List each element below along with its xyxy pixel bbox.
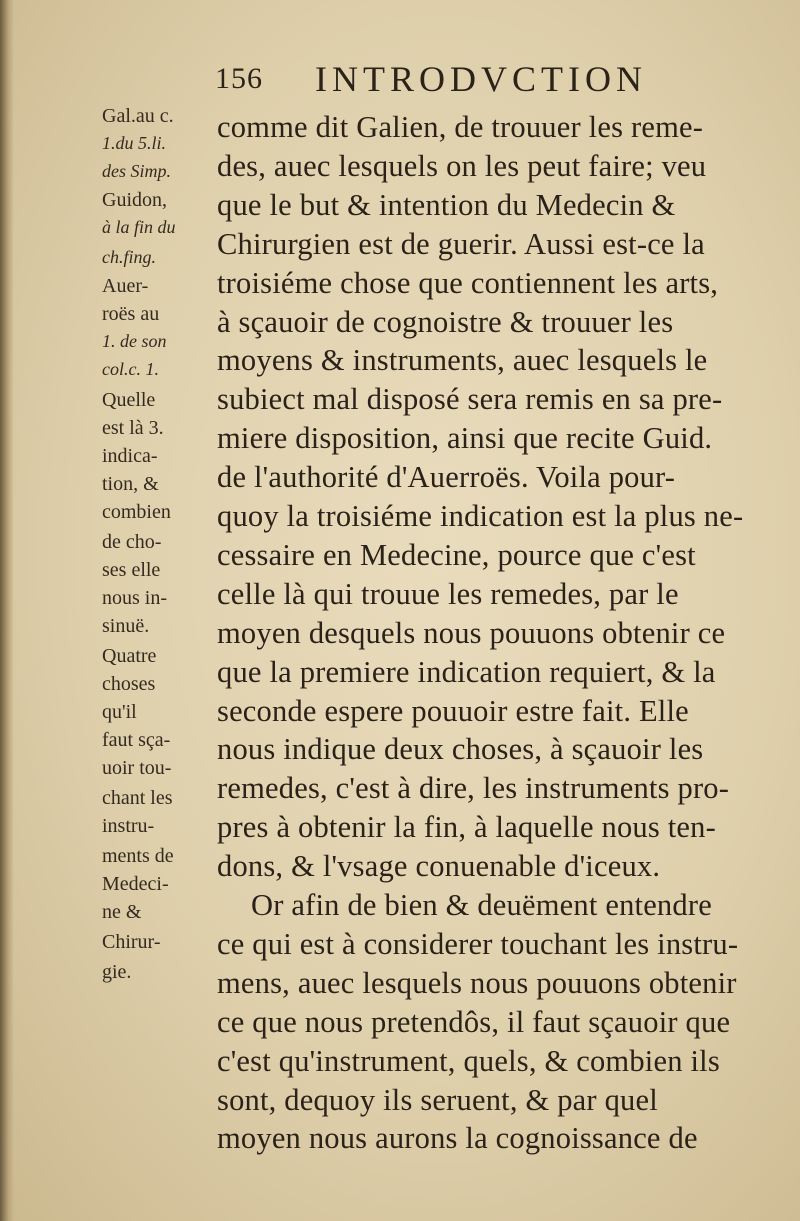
margin-note: sinuë. [102,615,150,637]
margin-note: Guidon, [102,189,167,211]
margin-note: roës au [102,303,160,325]
text-line: miere disposition, ainsi que recite Guid. [217,421,713,456]
margin-note: des Simp. [102,161,171,181]
page-binding-shadow [0,0,14,1221]
margin-note: instru- [102,815,155,837]
text-line: moyens & instruments, auec lesquels le [217,343,708,378]
margin-note: Medeci- [102,873,169,895]
margin-note: ses elle [102,559,161,581]
margin-note: à la fin du [102,217,176,237]
text-line: des, auec lesquels on les peut faire; veu [217,148,707,183]
text-line: remedes, c'est à dire, les instruments pro- [217,771,730,806]
margin-note: ments de [102,845,174,867]
text-line: subiect mal disposé sera remis en sa pre- [217,382,723,417]
margin-note: choses [102,673,156,695]
margin-note: 1. de son [102,331,167,351]
margin-note: ch.fing. [102,247,156,267]
margin-note: de cho- [102,531,162,553]
page-number: 156 [215,62,263,95]
text-line: de l'authorité d'Auerroës. Voila pour- [217,460,676,495]
margin-note: gie. [102,961,132,983]
text-line: cessaire en Medecine, pource que c'est [217,537,696,572]
margin-note: Quelle [102,389,156,411]
text-line: que la premiere indication requiert, & la [217,654,716,689]
margin-note: Gal.au c. [102,105,174,127]
text-line: troisiéme chose que contiennent les arts, [217,265,719,300]
margin-note: ne & [102,901,142,923]
margin-note: qu'il [102,701,137,723]
margin-note: Auer- [102,275,149,297]
text-line: sont, dequoy ils seruent, & par quel [217,1082,658,1117]
margin-note: col.c. 1. [102,359,159,379]
margin-note: 1.du 5.li. [102,133,167,153]
margin-note: chant les [102,787,173,809]
text-line: celle là qui trouue les remedes, par le [217,576,679,611]
margin-note: Quatre [102,645,157,667]
margin-note: tion, & [102,473,159,495]
text-line: moyen desquels nous pouuons obtenir ce [217,615,726,650]
running-head [215,58,735,100]
margin-note: nous in- [102,587,167,609]
text-line: à sçauoir de cognoistre & trouuer les [217,304,674,339]
running-title: INTRODVCTION [315,59,647,99]
text-line: Chirurgien est de guerir. Aussi est-ce la [217,226,705,261]
text-line: ce que nous pretendôs, il faut sçauoir que [217,1004,731,1039]
margin-note: combien [102,501,171,523]
margin-note: Chirur- [102,931,161,953]
text-line: nous indique deux choses, à sçauoir les [217,732,704,767]
text-line: pres à obtenir la fin, à laquelle nous ten- [217,810,716,845]
text-line: Or afin de bien & deuëment entendre [251,888,712,922]
text-line: comme dit Galien, de trouuer les reme- [217,110,704,144]
text-line: ce qui est à considerer touchant les instru- [217,926,739,961]
text-line: quoy la troisiéme indication est la plus ne- [217,499,744,533]
text-line: c'est qu'instrument, quels, & combien ils [217,1043,720,1078]
text-line: mens, auec lesquels nous pouuons obtenir [217,965,737,1000]
margin-note: faut sça- [102,729,171,751]
text-line: seconde espere pouuoir estre fait. Elle [217,693,689,728]
margin-note: uoir tou- [102,757,172,779]
text-line: que le but & intention du Medecin & [217,187,676,222]
margin-note: est là 3. [102,417,164,439]
text-line: dons, & l'vsage conuenable d'iceux. [217,849,661,884]
text-line: moyen nous aurons la cognoissance de [217,1121,698,1156]
margin-note: indica- [102,445,158,467]
